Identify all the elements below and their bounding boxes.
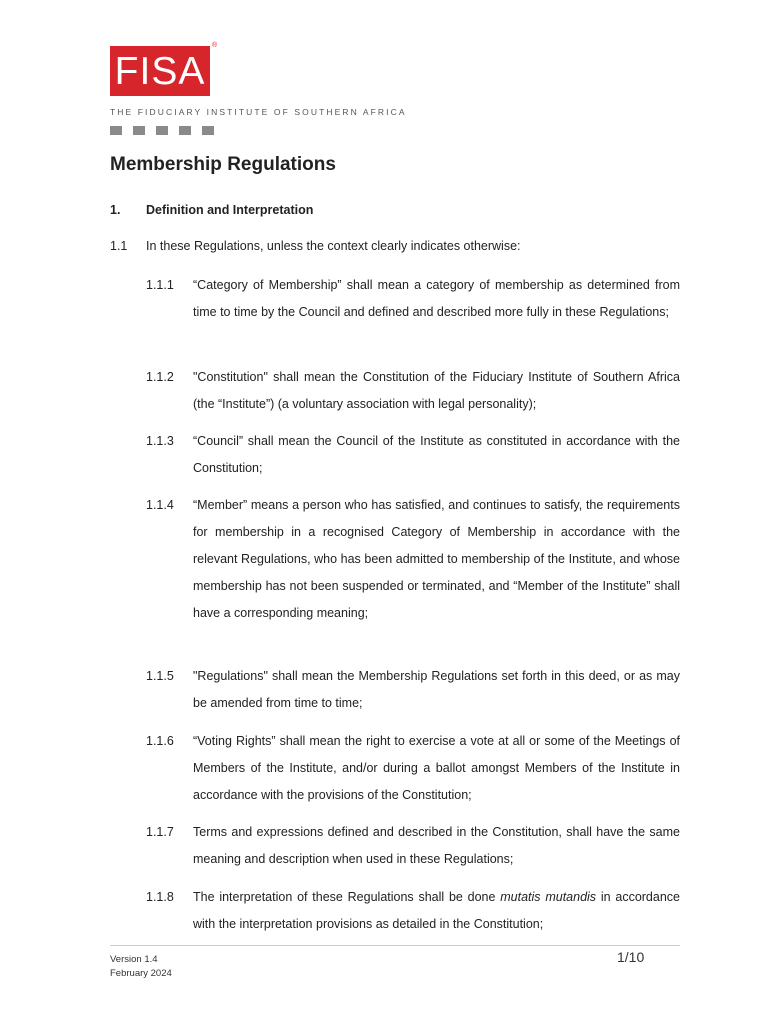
document-title: Membership Regulations [110,154,336,175]
definition-1-1-5 [146,663,680,717]
definition-text [193,884,680,938]
definition-text: Terms and expressions defined and described in the Constitution, shall have the same meaning and description when used in these Regulations; [193,825,680,866]
section-heading [110,203,313,217]
definition-text: “Member” means a person who has satisfied, and continues to satisfy, the requirements for membership in a recognised Category of Membership in accordance with the relevant Regulations, who has been admitted to membership of the Institute, and whose membership has not been suspended or terminated, and “Member of the Institute” shall have a corresponding meaning; [193,498,680,620]
section-number: 1. [110,203,121,217]
definition-1-1-6 [146,728,680,809]
definition-text-after: in accordance with the interpretation provisions as detailed in the Constitution; [193,890,680,931]
definition-number: 1.1.7 [146,825,174,839]
definition-1-1-1 [146,272,680,326]
definition-number: 1.1.4 [146,498,174,512]
clause-number: 1.1 [110,239,128,253]
logo-square [179,126,191,135]
definition-text: “Voting Rights” shall mean the right to exercise a vote at all or some of the Meetings of Members of the Institute, and/or during a ballot amongst Members of the Institute in accordance with the provisions of the Constitution; [193,734,680,802]
definition-text: "Constitution" shall mean the Constitution of the Fiduciary Institute of Southern Africa (the “Institute”) (a voluntary association with legal personality); [193,370,680,411]
definition-number: 1.1.6 [146,734,174,748]
footer-divider [110,945,680,946]
fisa-logo [110,46,210,96]
page-number: 1/10 [617,949,645,965]
definition-text: "Regulations" shall mean the Membership Regulations set forth in this deed, or as may be amended from time to time; [193,669,680,710]
logo-square [202,126,214,135]
definition-number: 1.1.3 [146,434,174,448]
definition-1-1-4 [146,492,680,627]
definition-text: “Category of Membership” shall mean a category of membership as determined from time to time by the Council and defined and described more fully in these Regulations; [193,278,680,319]
footer-version-info [110,953,172,981]
section-title: Definition and Interpretation [146,203,314,217]
definition-number: 1.1.8 [146,890,174,904]
latin-phrase: mutatis mutandis [500,890,597,904]
clause-text: In these Regulations, unless the context clearly indicates otherwise: [146,239,521,253]
logo-square [133,126,145,135]
version-date: February 2024 [110,968,172,979]
registered-mark: ® [212,42,218,49]
logo-tagline: THE FIDUCIARY INSTITUTE OF SOUTHERN AFRICA [110,107,407,117]
logo-square [110,126,122,135]
definition-1-1-7 [146,819,680,873]
definition-number: 1.1.1 [146,278,174,292]
version-label: Version 1.4 [110,954,158,965]
logo-text: FISA [114,49,206,93]
definition-1-1-2 [146,364,680,418]
definition-number: 1.1.2 [146,370,174,384]
logo-square [156,126,168,135]
logo-squares [110,126,214,135]
clause-1-1 [110,233,680,260]
definition-number: 1.1.5 [146,669,174,683]
definition-1-1-3 [146,428,680,482]
definition-text: “Council” shall mean the Council of the Institute as constituted in accordance with the Constitution; [193,434,680,475]
definition-1-1-8 [146,884,680,938]
definition-text-before: The interpretation of these Regulations shall be done [193,890,501,904]
